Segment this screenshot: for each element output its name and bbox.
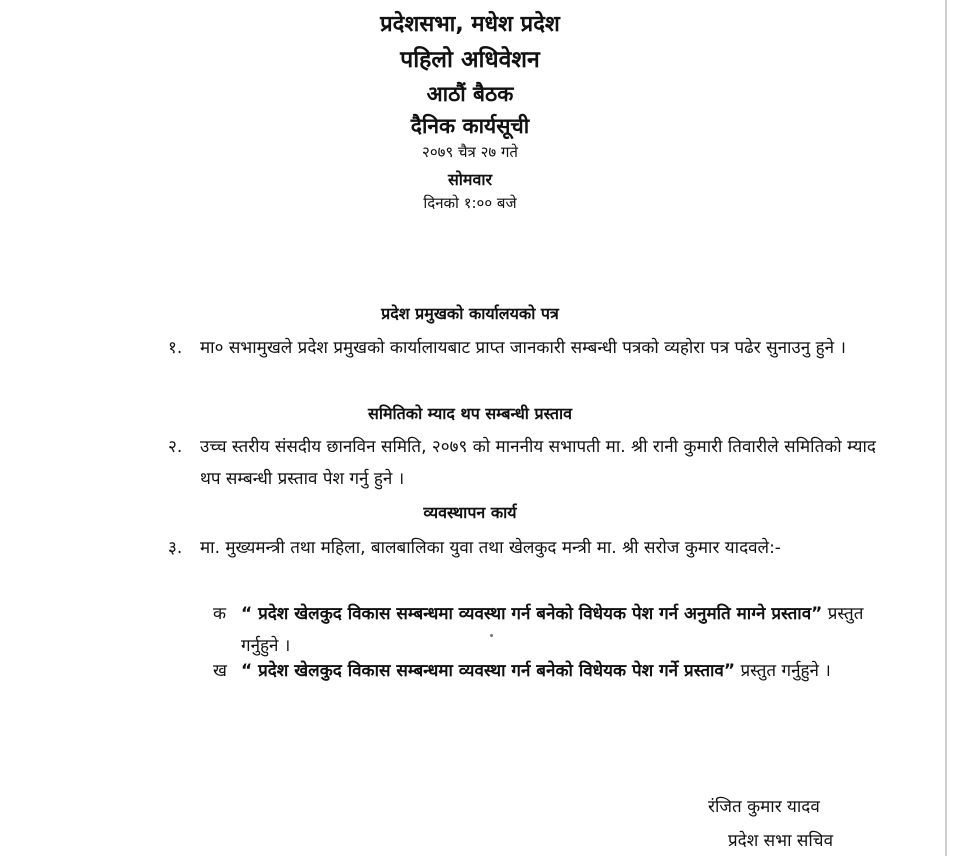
item-text: उच्च स्तरीय संसदीय छानविन समिति, २०७९ को माननीय सभापती मा. श्री रानी कुमारी तिवारीले समितिको म्याद थप सम्बन्धी प्रस्ताव पेश गर्नु हुने । (200, 437, 876, 489)
assembly-title: प्रदेशसभा, मधेश प्रदेश (380, 12, 560, 37)
agenda-sub-item-kha (213, 655, 903, 687)
signatory-designation: प्रदेश सभा सचिव (728, 831, 834, 851)
sub-item-quoted-title: “ प्रदेश खेलकुद विकास सम्बन्धमा व्यवस्था गर्न बनेको विधेयक पेश गर्न अनुमति माग्ने प्रस्ताव” (241, 604, 823, 624)
sub-item-text (241, 655, 903, 687)
agenda-time: दिनको १:०० बजे (423, 194, 517, 212)
item-text: मा० सभामुखले प्रदेश प्रमुखको कार्यालायबाट प्राप्त जानकारी सम्बन्धी पत्रको व्यहोरा पत्र पढेर सुनाउनु हुने । (200, 338, 846, 358)
signatory-name: रंजित कुमार यादव (708, 797, 820, 817)
section-heading-legislative-business: व्यवस्थापन कार्य (423, 503, 517, 522)
agenda-sub-item-ka (213, 598, 903, 662)
sub-item-rest: प्रस्तुत गर्नुहुने । (735, 661, 831, 681)
item-number: २. (168, 437, 183, 457)
sub-item-letter: ख (213, 661, 227, 681)
section-heading-governor-letter: प्रदेश प्रमुखको कार्यालयको पत्र (381, 304, 559, 323)
sub-item-quoted-title: “ प्रदेश खेलकुद विकास सम्बन्धमा व्यवस्था गर्न बनेको विधेयक पेश गर्ने प्रस्ताव” (241, 661, 736, 681)
agenda-title: दैनिक कार्यसूची (410, 114, 530, 138)
meeting-title: आठौं बैठक (426, 82, 514, 106)
item-number: १. (168, 338, 183, 358)
agenda-weekday: सोमवार (447, 170, 493, 189)
item-text: मा. मुख्यमन्त्री तथा महिला, बालबालिका युवा तथा खेलकुद मन्त्री मा. श्री सरोज कुमार यादवले:- (200, 538, 781, 558)
item-number: ३. (168, 538, 183, 558)
sub-item-letter: क (213, 604, 227, 624)
agenda-date: २०७९ चैत्र २७ गते (422, 143, 518, 161)
session-title: पहिलो अधिवेशन (400, 47, 540, 73)
agenda-item-1 (168, 332, 898, 364)
scan-speck (490, 634, 493, 637)
agenda-item-2 (168, 431, 898, 495)
section-heading-committee-extension: समितिको म्याद थप सम्बन्धी प्रस्ताव (368, 404, 572, 423)
agenda-item-3 (168, 532, 898, 564)
sub-item-text (241, 598, 903, 662)
sub-item-rest: प्रस्तुत गर्नुहुने । (241, 604, 864, 656)
page-edge-divider (945, 0, 947, 856)
